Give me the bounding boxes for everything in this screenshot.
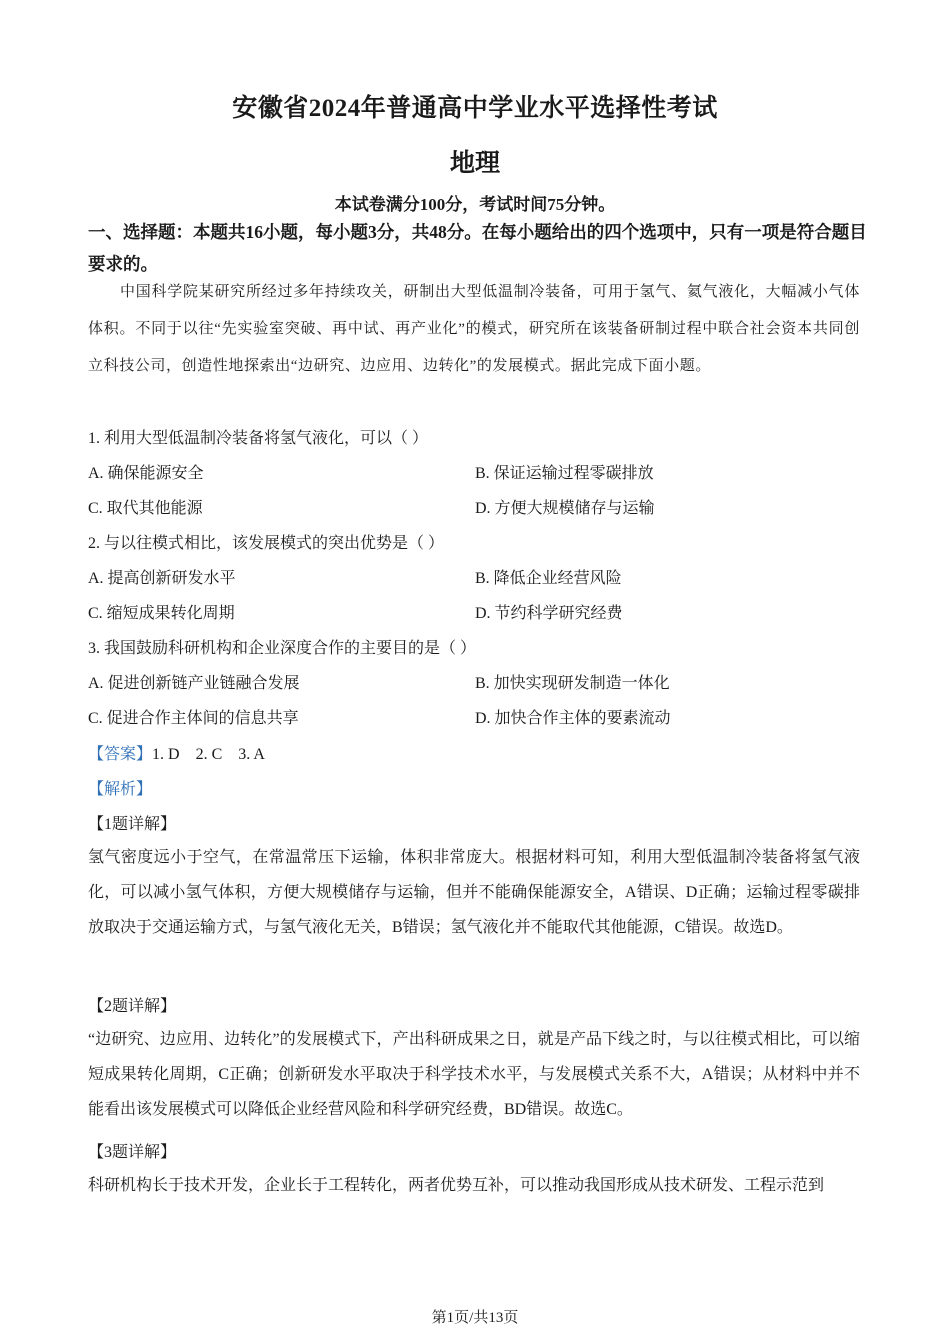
question-2-stem: 2. 与以往模式相比，该发展模式的突出优势是（ ） [88,535,445,552]
question-1-stem: 1. 利用大型低温制冷装备将氢气液化，可以（ ） [88,430,429,447]
detail-3-text: 科研机构长于技术开发，企业长于工程转化，两者优势互补，可以推动我国形成从技术研发、工程示范到 [88,1177,825,1194]
answer-line [88,741,265,764]
question-3-option-a: A. 促进创新链产业链融合发展 [88,675,300,692]
detail-1-heading: 【1题详解】 [88,816,177,833]
question-3-option-c: C. 促进合作主体间的信息共享 [88,710,299,727]
answer-label: 【答案】 [88,746,153,763]
detail-2-heading: 【2题详解】 [88,998,177,1015]
question-3-option-b: B. 加快实现研发制造一体化 [475,675,670,692]
question-3-stem: 3. 我国鼓励科研机构和企业深度合作的主要目的是（ ） [88,640,477,657]
detail-1-text: 氢气密度远小于空气，在常温常压下运输，体积非常庞大。根据材料可知，利用大型低温制冷装备将氢气液化，可以减小氢气体积，方便大规模储存与运输，但并不能确保能源安全，A错误、D正确；运输过程零碳排放取决于交通运输方式，与氢气液化无关，B错误；氢气液化并不能取代其他能源，C错误。故选D。 [88,849,860,936]
detail-2-text: “边研究、边应用、边转化”的发展模式下，产出科研成果之日，就是产品下线之时，与以往模式相比，可以缩短成果转化周期，C正确；创新研发水平取决于科学技术水平，与发展模式关系不大，A错误；从材料中并不能看出该发展模式可以降低企业经营风险和科学研究经费，BD错误。故选C。 [88,1031,860,1118]
question-3-option-d: D. 加快合作主体的要素流动 [475,710,671,727]
exam-title: 安徽省2024年普通高中学业水平选择性考试 [232,95,718,122]
exam-info: 本试卷满分100分，考试时间75分钟。 [334,195,616,214]
answer-text: 1. D 2. C 3. A [152,746,265,763]
analysis-label: 【解析】 [88,781,153,798]
question-2-option-a: A. 提高创新研发水平 [88,570,236,587]
question-1-option-c: C. 取代其他能源 [88,500,203,517]
subject-title: 地理 [449,150,500,177]
question-1-option-b: B. 保证运输过程零碳排放 [475,465,654,482]
detail-3-heading: 【3题详解】 [88,1144,177,1161]
question-2-option-c: C. 缩短成果转化周期 [88,605,235,622]
section-heading: 一、选择题：本题共16小题，每小题3分，共48分。在每小题给出的四个选项中，只有一项是符合题目要求的。 [88,222,867,274]
page-footer: 第1页/共13页 [431,1310,519,1326]
question-1-option-d: D. 方便大规模储存与运输 [475,500,655,517]
question-2-option-d: D. 节约科学研究经费 [475,605,623,622]
question-2-option-b: B. 降低企业经营风险 [475,570,622,587]
question-1-option-a: A. 确保能源安全 [88,465,204,482]
reading-passage: 中国科学院某研究所经过多年持续攻关，研制出大型低温制冷装备，可用于氢气、氦气液化，大幅减小气体体积。不同于以往“先实验室突破、再中试、再产业化”的模式，研究所在该装备研制过程中联合社会资本共同创立科技公司，创造性地探索出“边研究、边应用、边转化”的发展模式。据此完成下面小题。 [88,284,860,374]
